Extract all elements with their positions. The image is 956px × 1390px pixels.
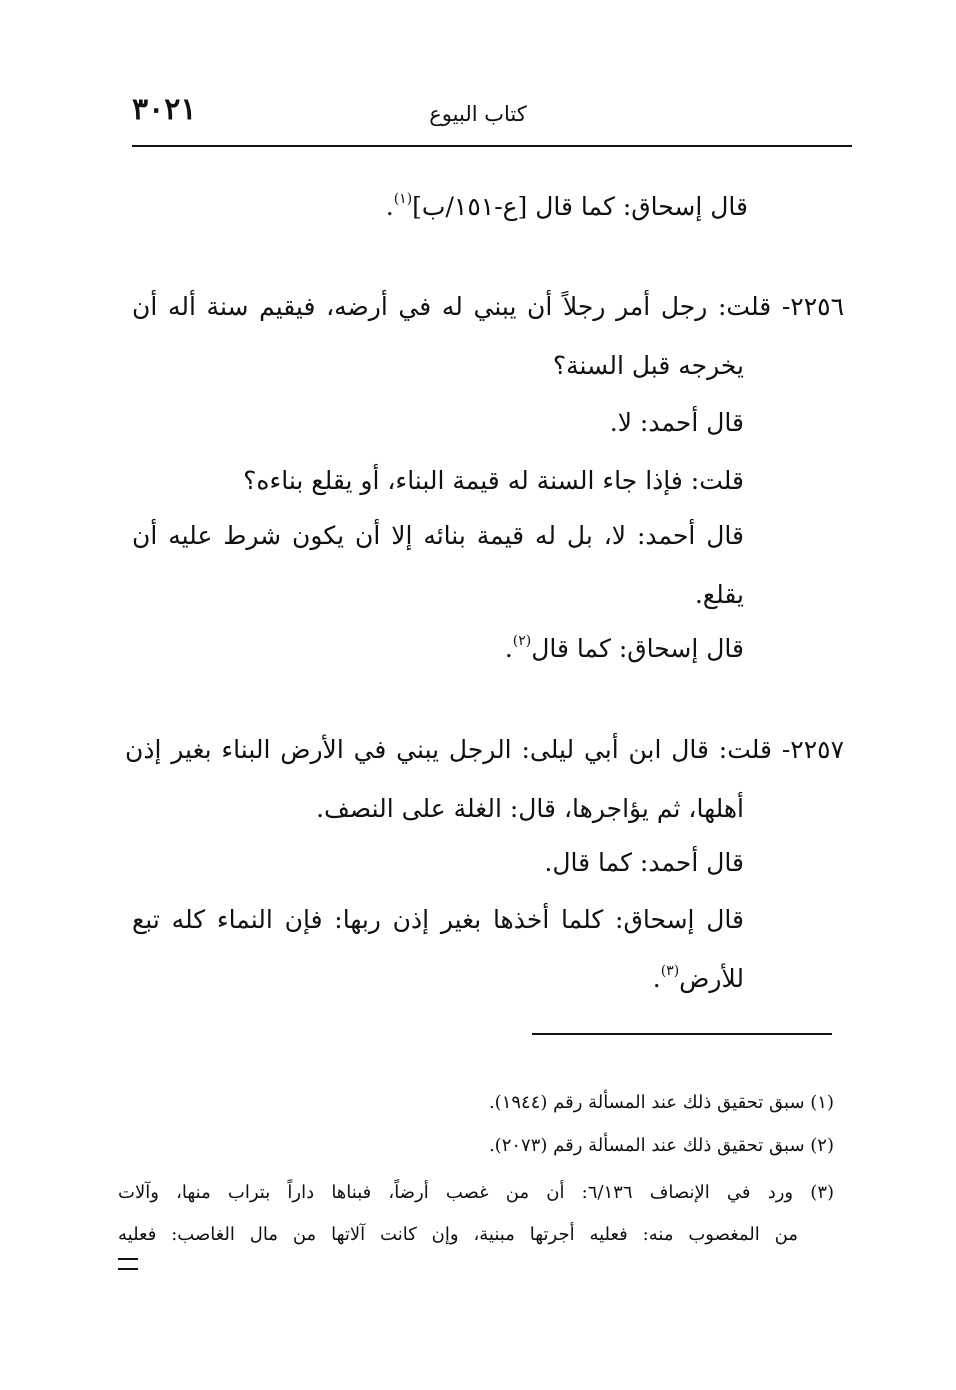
text-line: أهلها، ثم يؤاجرها، قال: الغلة على النصف. — [316, 794, 744, 823]
footnote-1: (١) سبق تحقيق ذلك عند المسألة رقم (١٩٤٤). — [488, 1092, 834, 1113]
text-line: للأرض$^{(٣)}$. — [652, 963, 744, 993]
line-text: قال إسحاق: كما قال — [531, 634, 744, 663]
footnote-ref: (٢) — [512, 633, 532, 649]
text-line: قال أحمد: لا. — [609, 408, 744, 437]
footnote-rule — [532, 1033, 832, 1035]
line-text: للأرض — [679, 964, 744, 993]
text-line: يقلع. — [694, 580, 744, 609]
text-line: يخرجه قبل السنة؟ — [552, 351, 744, 380]
text-line: قال إسحاق: كلما أخذها بغير إذن ربها: فإن النماء كله تبع — [132, 905, 744, 934]
text-line: قال إسحاق: كما قال [ع-١٥١/ب]$^{(١)}$. — [385, 191, 748, 221]
header-rule — [132, 145, 852, 147]
continuation-mark — [118, 1258, 138, 1270]
footnote-3-continued: من المغصوب منه: فعليه أجرتها مبنية، وإن كانت آلاتها من مال الغاصب: فعليه — [118, 1224, 798, 1245]
text-line: قلت: فإذا جاء السنة له قيمة البناء، أو يقلع بناءه؟ — [243, 466, 744, 495]
footnote-3: (٣) ورد في الإنصاف ٦/١٣٦: أن من غصب أرضاً، فبناها داراً بتراب منها، وآلات — [118, 1182, 835, 1203]
footnote-ref: (١) — [393, 191, 413, 207]
text-line: قال أحمد: كما قال. — [544, 848, 744, 877]
text-line-issue-2256: ٢٢٥٦- قلت: رجل أمر رجلاً أن يبني له في أرضه، فيقيم سنة أله أن — [132, 292, 844, 321]
footnote-2: (٢) سبق تحقيق ذلك عند المسألة رقم (٢٠٧٣). — [488, 1135, 834, 1156]
text-line: قال إسحاق: كما قال$^{(٢)}$. — [504, 633, 744, 663]
line-text: قال إسحاق: كما قال [ع-١٥١/ب] — [412, 192, 748, 221]
running-title: كتاب البيوع — [429, 102, 527, 126]
text-line-issue-2257: ٢٢٥٧- قلت: قال ابن أبي ليلى: الرجل يبني في الأرض البناء بغير إذن — [125, 735, 844, 764]
page-number: ٣٠٢١ — [132, 92, 197, 127]
text-line: قال أحمد: لا، بل له قيمة بنائه إلا أن يكون شرط عليه أن — [132, 521, 744, 550]
footnote-ref: (٣) — [660, 963, 680, 979]
